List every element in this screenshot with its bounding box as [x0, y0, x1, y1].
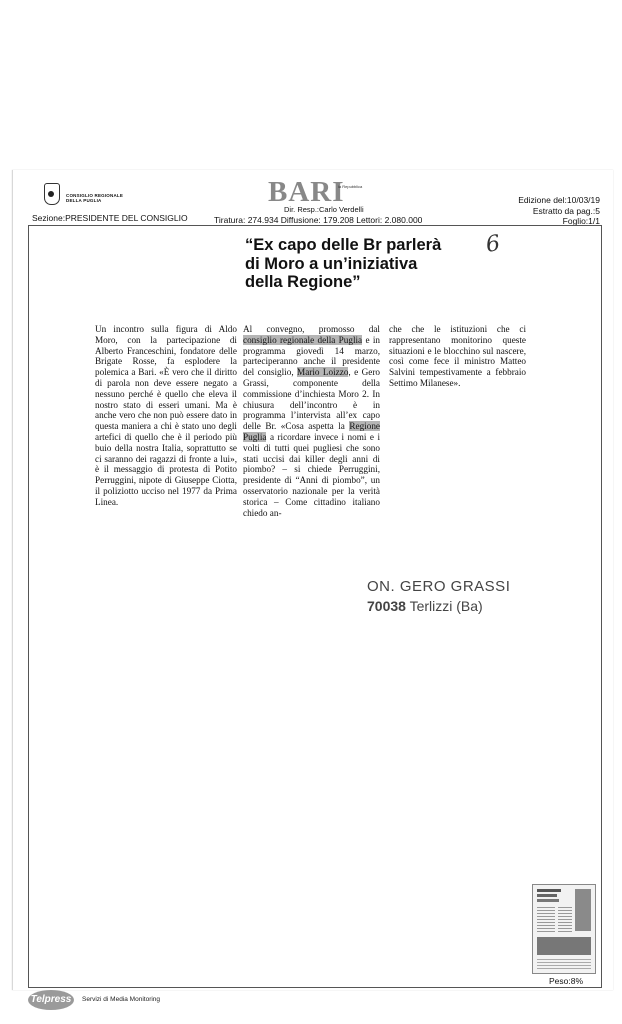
thumb-photo: [575, 889, 591, 931]
service-caption: Servizi di Media Monitoring: [82, 996, 161, 1003]
edition-date: Edizione del:10/03/19: [518, 195, 600, 205]
thumb-text-column: [537, 959, 591, 969]
highlight-consiglio-regionale: consiglio regionale della Puglia: [243, 334, 363, 345]
director-line: Dir. Resp.:Carlo Verdelli: [284, 205, 364, 214]
frame-left-rule: [28, 225, 29, 987]
column-3-text: che che le istituzioni che ci rappresentano monitorino queste situazioni e le blocchino sul nascere, così come fece il ministro Matteo Salvini tempestivamente a febbraio Settimo Milanese».: [389, 324, 526, 388]
col2-text-d: a ricordare invece i nomi e i volti di tutti quei pugliesi che sono stati uccisi dai killer degli anni di piombo? – si chiede Perruggini, presidente di “Anni di piombo”, un osservatorio nazionale per la verità storica – Come cittadino italiano chiedo an-: [243, 431, 380, 518]
stamp-address: [367, 598, 483, 614]
article-headline: “Ex capo delle Br parlerà di Moro a un’iniziativa della Regione”: [245, 236, 442, 291]
extract-page: Estratto da pag.:5: [532, 205, 600, 216]
sheet-number: Foglio:1/1: [562, 216, 600, 226]
newspaper-masthead: BARI: [268, 176, 345, 208]
circulation-stats: Tiratura: 274.934 Diffusione: 179.208 Lettori: 2.080.000: [214, 215, 423, 225]
col2-text-c: , e Gero Grassi, componente della commissione d’inchiesta Moro 2. In chiusura dell’incontro è in programma l’intervista all’ex capo delle Br. «Cosa aspetta la: [243, 367, 380, 432]
thumb-photo: [537, 937, 591, 955]
article-column-3: [389, 324, 526, 389]
weight-percentage: Peso:8%: [549, 976, 584, 986]
telpress-logo: Telpress: [28, 990, 74, 1010]
masthead-sub: la Repubblica: [338, 184, 363, 189]
frame-bottom-rule: [28, 987, 602, 988]
column-2-text: [243, 324, 380, 518]
stamp-postcode: 70038: [367, 598, 406, 614]
column-1-text: Un incontro sulla figura di Aldo Moro, con la partecipazione di Alberto Franceschini, fondatore delle Brigate Rosse, fa esplodere la polemica a Bari. «È vero che il diritto di parola non deve essere negato a nessuno perché è quello che eleva il nostro stato di esseri umani. Ma è anche vero che non può essere dato in questa maniera a chi è stato uno degli artefici di quello che è il periodo più buio della nostra Italia, soprattutto se ci saranno dei ragazzi di fronte a lui», è il messaggio di protesta di Potito Perruggini, nipote di Giuseppe Ciotta, il poliziotto ucciso nel 1977 da Prima Linea.: [95, 324, 237, 507]
thumb-text-column: [537, 907, 555, 933]
page-thumbnail: [532, 884, 596, 974]
col2-text-b: e in programma giovedì 14 marzo, parteciperanno anche il presidente del consiglio,: [243, 334, 380, 378]
regional-council-crest-icon: [44, 183, 60, 205]
section-label: Sezione:PRESIDENTE DEL CONSIGLIO: [32, 213, 188, 223]
stamp-city: Terlizzi (Ba): [409, 598, 483, 614]
thumb-headline-line: [537, 899, 559, 902]
press-clipping-sheet: [12, 170, 613, 990]
col2-text-a: Al convegno, promosso dal: [243, 324, 380, 334]
handwritten-mark: 6: [484, 231, 502, 258]
highlight-regione-puglia: Regione Puglia: [243, 421, 380, 442]
thumb-headline-line: [537, 894, 557, 897]
regional-council-logo-text: [66, 193, 123, 203]
edition-info: [518, 195, 600, 227]
article-column-2: [243, 324, 380, 518]
logo-line-1: CONSIGLIO REGIONALE: [66, 193, 124, 198]
article-column-1: [95, 324, 237, 508]
frame-right-rule: [601, 225, 602, 987]
thumb-text-column: [558, 907, 572, 933]
logo-line-2: DELLA PUGLIA: [66, 198, 102, 203]
highlight-mario-loizzo: Mario Loizzo: [297, 367, 349, 378]
thumb-headline-line: [537, 889, 561, 892]
frame-top-rule: [28, 225, 602, 226]
stamp-name: ON. GERO GRASSI: [367, 578, 511, 595]
